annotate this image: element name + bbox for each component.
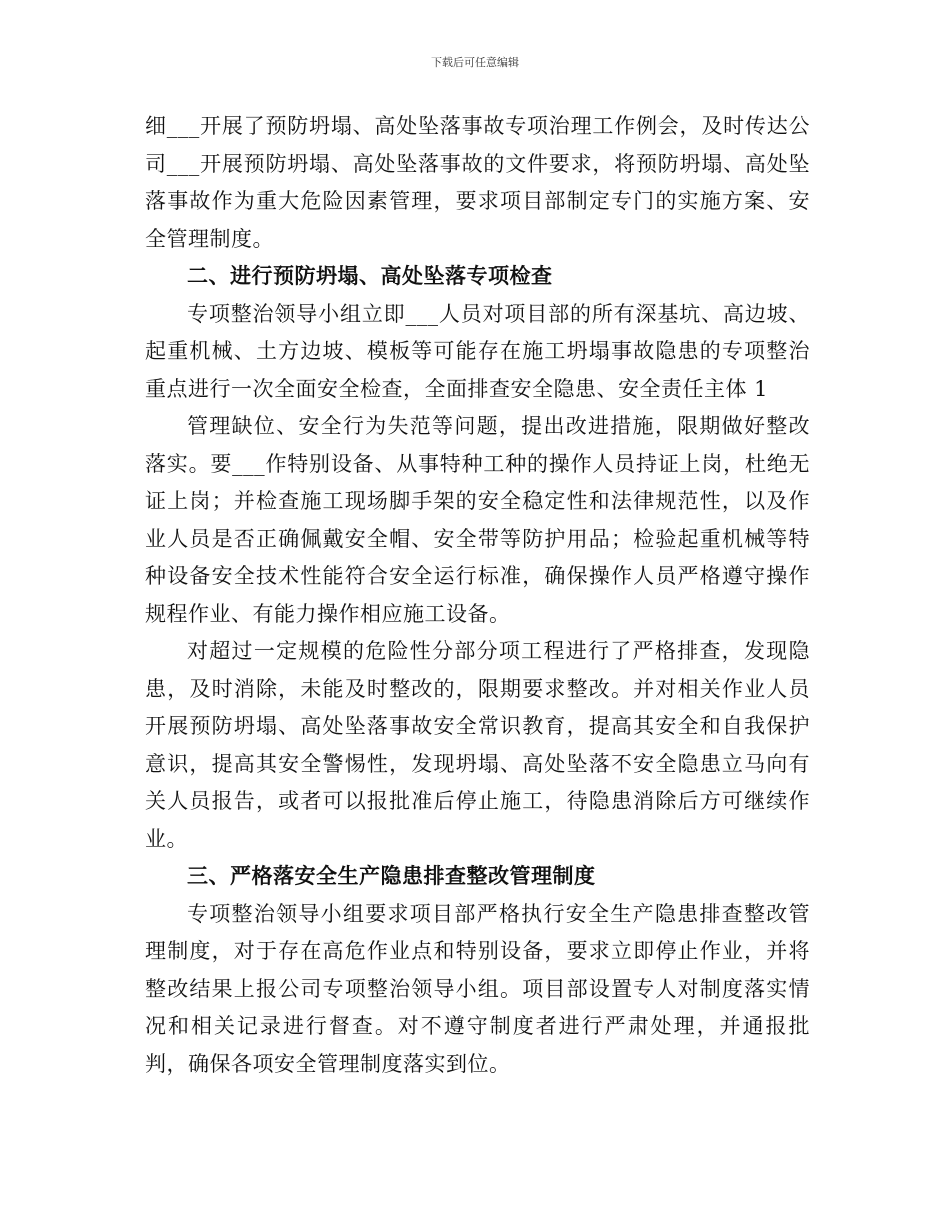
section-heading-3: 三、严格落安全生产隐患排查整改管理制度	[187, 864, 596, 888]
paragraph-system: 专项整治领导小组要求项目部严格执行安全生产隐患排查整改管理制度，对于存在高危作业点和特别设备，要求立即停止作业，并将整改结果上报公司专项整治领导小组。项目部设置专人对制度落实情况和相关记录进行督查。对不遵守制度者进行严肃处理，并通报批判，确保各项安全管理制度落实到位。	[145, 901, 810, 1076]
paragraph-management: 管理缺位、安全行为失范等问题，提出改进措施，限期做好整改落实。要___作特别设备、从事特种工种的操作人员持证上岗，杜绝无证上岗；并检查施工现场脚手架的安全稳定性和法律规范性，以及作业人员是否正确佩戴安全帽、安全带等防护用品；检验起重机械等特种设备安全技术性能符合安全运行标准，确保操作人员严格遵守操作规程作业、有能力操作相应施工设备。	[145, 414, 810, 626]
paragraph-hazard-check: 对超过一定规模的危险性分部分项工程进行了严格排查，发现隐患，及时消除，未能及时整改的，限期要求整改。并对相关作业人员开展预防坍塌、高处坠落事故安全常识教育，提高其安全和自我保护意识，提高其安全警惕性，发现坍塌、高处坠落不安全隐患立马向有关人员报告，或者可以报批准后停止施工，待隐患消除后方可继续作业。	[145, 639, 810, 851]
page-header-note: 下载后可任意编辑	[431, 56, 519, 69]
paragraph-inspection: 专项整治领导小组立即___人员对项目部的所有深基坑、高边坡、起重机械、土方边坡、模板等可能存在施工坍塌事故隐患的专项整治重点进行一次全面安全检查，全面排查安全隐患、安全责任主体 1	[145, 301, 810, 401]
paragraph-continuation: 细___开展了预防坍塌、高处坠落事故专项治理工作例会，及时传达公司___开展预防坍塌、高处坠落事故的文件要求，将预防坍塌、高处坠落事故作为重大危险因素管理，要求项目部制定专门的实施方案、安全管理制度。	[145, 114, 810, 251]
section-heading-2: 二、进行预防坍塌、高处坠落专项检查	[187, 264, 553, 288]
document-body	[145, 108, 810, 1083]
